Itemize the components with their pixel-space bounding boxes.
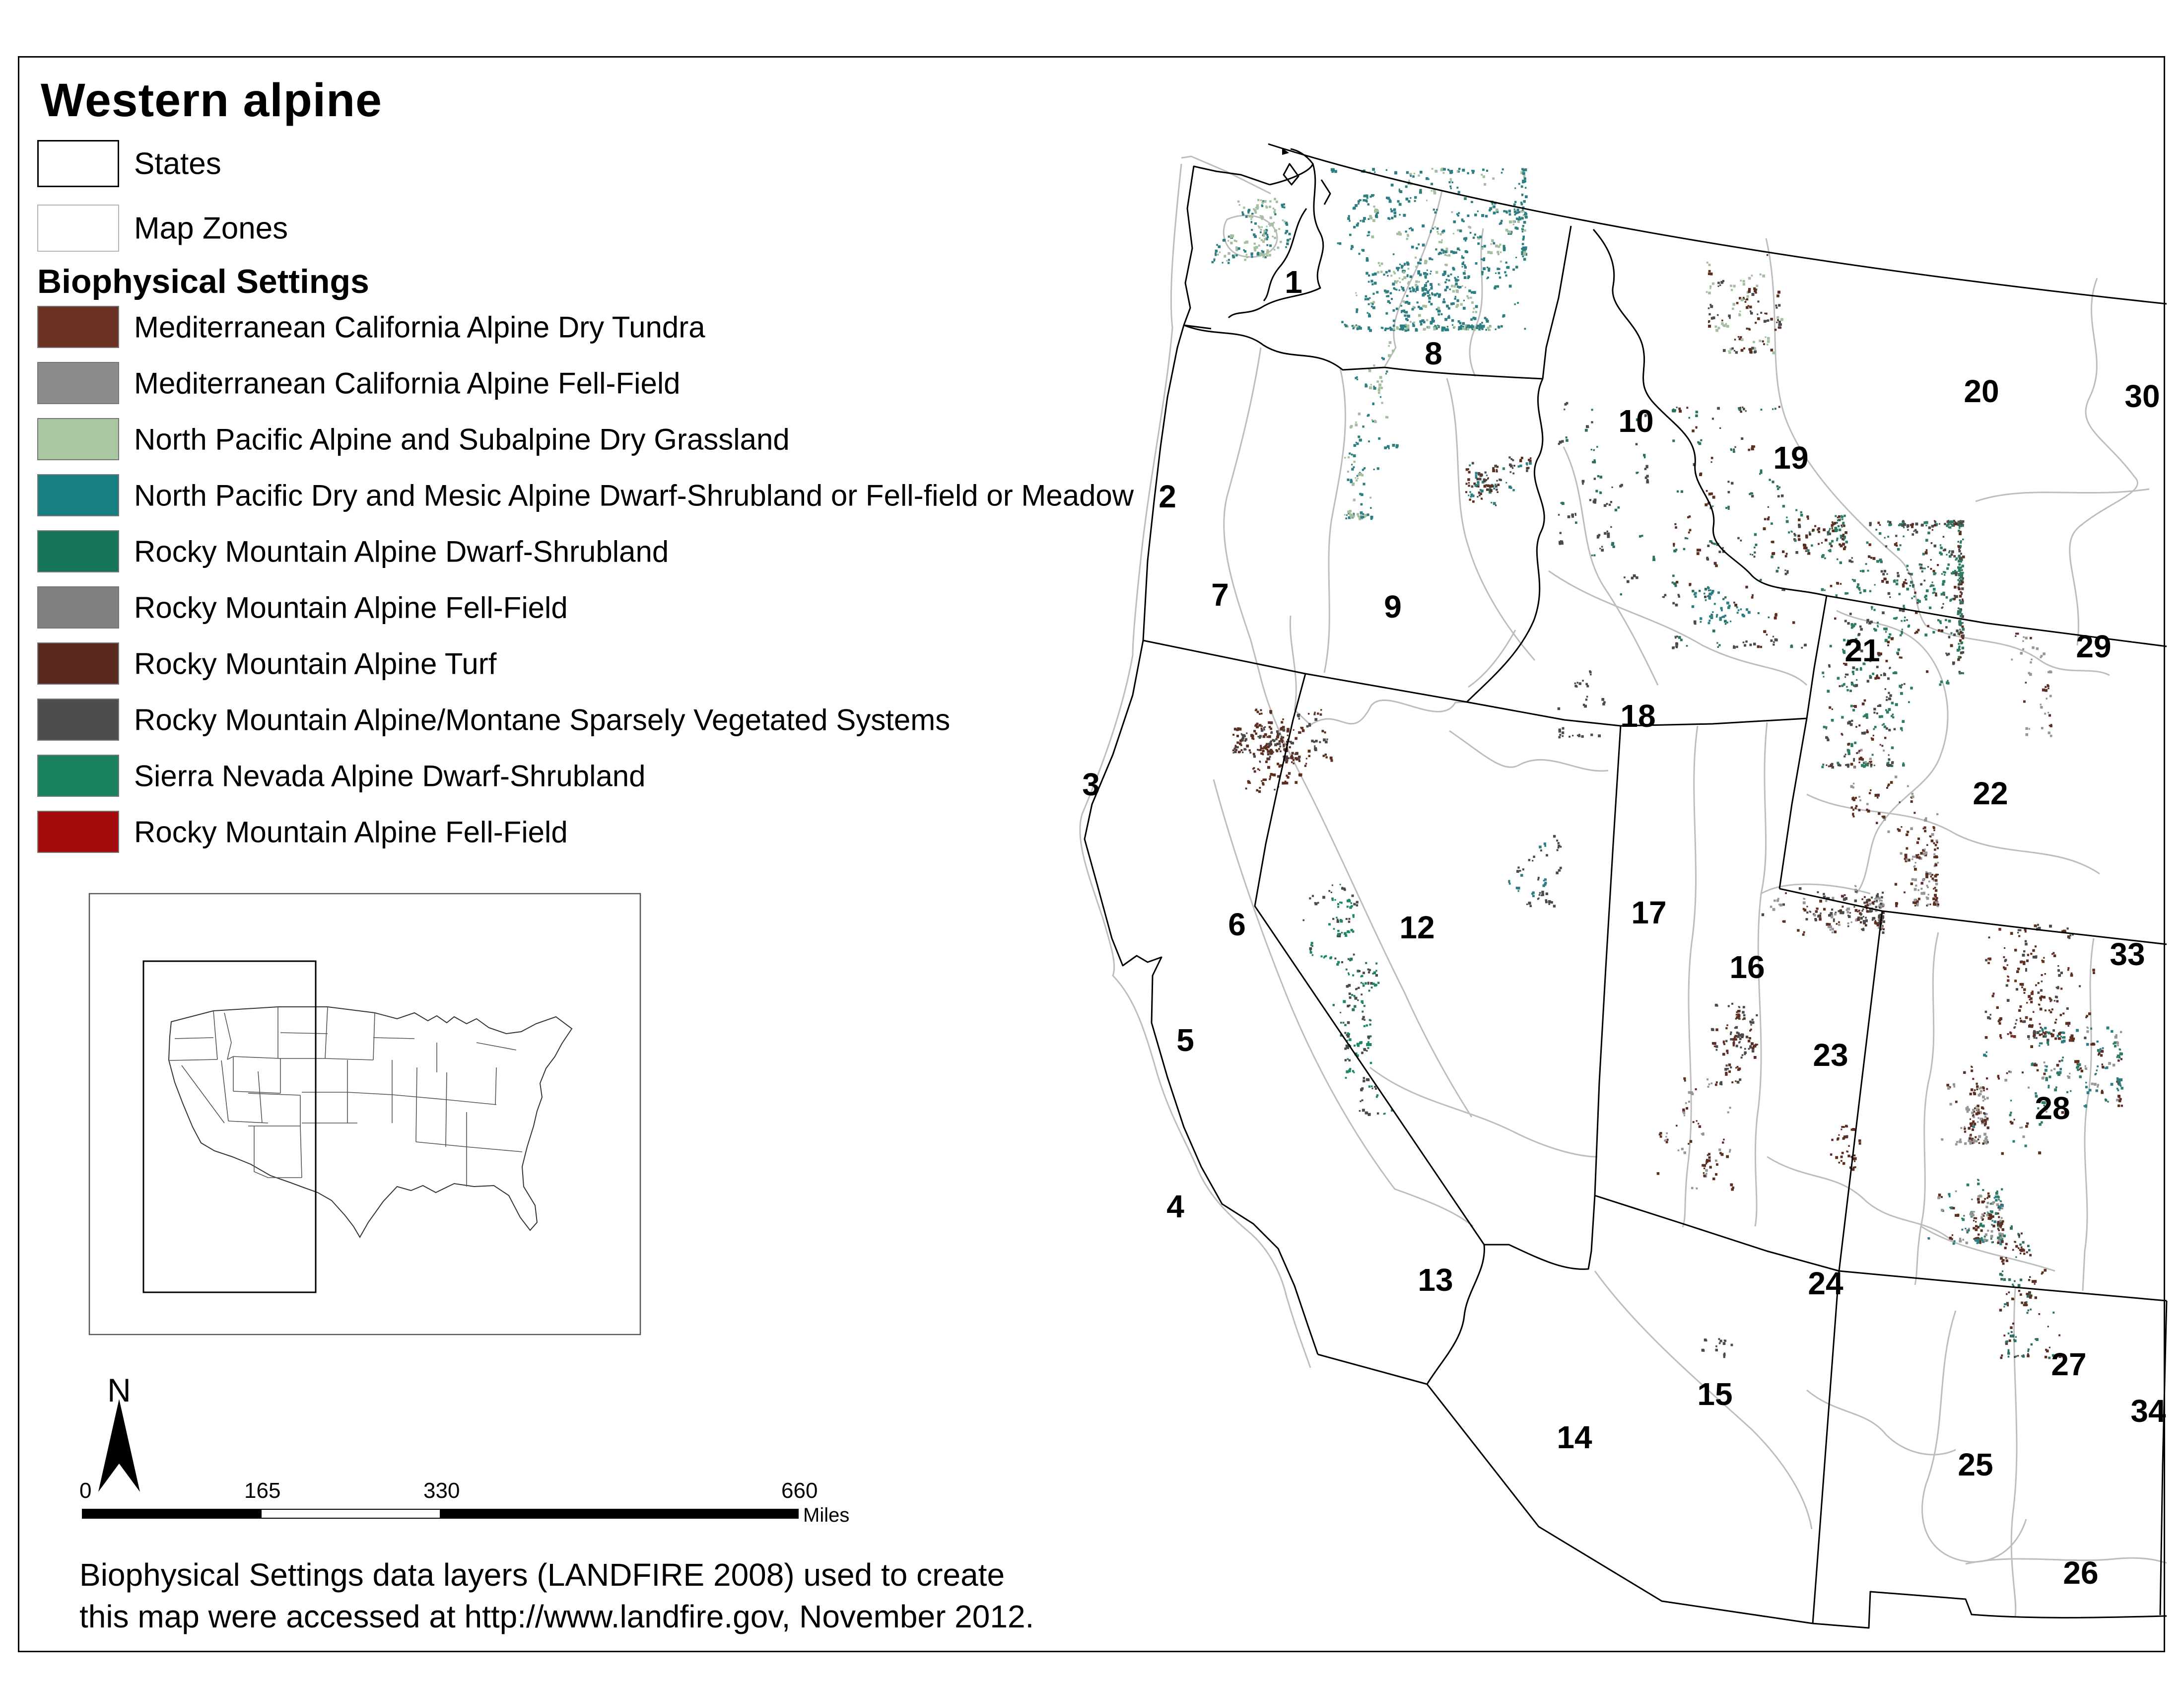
map-zone-label-17: 17 bbox=[1631, 895, 1667, 930]
map-zone-label-10: 10 bbox=[1618, 403, 1654, 439]
map-zone-label-7: 7 bbox=[1211, 577, 1229, 613]
map-zone-label-16: 16 bbox=[1729, 949, 1765, 985]
scalebar-unit: Miles bbox=[803, 1504, 850, 1526]
legend-color-swatch bbox=[37, 699, 119, 741]
data-source-citation bbox=[79, 1554, 1034, 1637]
map-zone-label-27: 27 bbox=[2051, 1346, 2087, 1382]
map-zone-label-19: 19 bbox=[1773, 440, 1809, 476]
states-label: States bbox=[134, 146, 221, 181]
map-zone-label-23: 23 bbox=[1813, 1037, 1848, 1073]
map-zone-label-30: 30 bbox=[2124, 378, 2160, 414]
legend-item-label: Rocky Mountain Alpine/Montane Sparsely Vegetated Systems bbox=[134, 703, 951, 736]
map-zone-label-6: 6 bbox=[1228, 907, 1246, 942]
legend-item-label: North Pacific Dry and Mesic Alpine Dwarf-Shrubland or Fell-field or Meadow bbox=[134, 479, 1134, 512]
legend-color-swatch bbox=[37, 530, 119, 572]
legend-color-swatch bbox=[37, 418, 119, 460]
map-zone-label-22: 22 bbox=[1973, 775, 2008, 811]
legend-heading: Biophysical Settings bbox=[37, 263, 369, 300]
map-zones-label: Map Zones bbox=[134, 211, 288, 245]
legend-color-swatch bbox=[37, 474, 119, 516]
legend-item-label: Rocky Mountain Alpine Dwarf-Shrubland bbox=[134, 535, 669, 568]
north-label: N bbox=[107, 1372, 131, 1408]
map-zone-label-25: 25 bbox=[1958, 1447, 1993, 1482]
legend-color-swatch bbox=[37, 362, 119, 404]
legend-color-swatch bbox=[37, 642, 119, 685]
legend-item-label: Sierra Nevada Alpine Dwarf-Shrubland bbox=[134, 759, 646, 792]
map-zone-label-15: 15 bbox=[1697, 1376, 1733, 1412]
map-zone-label-8: 8 bbox=[1425, 336, 1442, 371]
states-swatch bbox=[37, 140, 119, 187]
legend-color-swatch bbox=[37, 755, 119, 797]
scalebar-tick-0: 0 bbox=[79, 1478, 92, 1503]
legend-item-label: Rocky Mountain Alpine Turf bbox=[134, 647, 497, 680]
page-title: Western alpine bbox=[41, 74, 382, 127]
map-zones-swatch bbox=[37, 205, 119, 252]
legend-item-label: Mediterranean California Alpine Dry Tundra bbox=[134, 310, 705, 344]
map-zone-label-1: 1 bbox=[1285, 264, 1302, 300]
scalebar-tick-660: 660 bbox=[781, 1478, 818, 1503]
map-zone-label-29: 29 bbox=[2076, 629, 2112, 664]
map-zone-label-33: 33 bbox=[2110, 936, 2145, 972]
legend-item-label: North Pacific Alpine and Subalpine Dry Grassland bbox=[134, 422, 790, 456]
legend-color-swatch bbox=[37, 811, 119, 853]
map-zone-label-4: 4 bbox=[1166, 1189, 1184, 1224]
map-zone-label-34: 34 bbox=[2130, 1393, 2166, 1429]
legend-color-swatch bbox=[37, 306, 119, 348]
citation-line-1: Biophysical Settings data layers (LANDFIRE 2008) used to create bbox=[79, 1557, 1005, 1593]
map-zone-label-21: 21 bbox=[1844, 633, 1880, 668]
scalebar-tick-330: 330 bbox=[423, 1478, 460, 1503]
map-zone-label-20: 20 bbox=[1964, 373, 1999, 409]
map-zone-label-5: 5 bbox=[1176, 1022, 1194, 1058]
map-zone-label-13: 13 bbox=[1418, 1262, 1453, 1298]
map-zone-label-24: 24 bbox=[1808, 1266, 1843, 1301]
map-zone-label-28: 28 bbox=[2035, 1090, 2070, 1126]
map-zone-label-12: 12 bbox=[1399, 910, 1435, 945]
legend-item-label: Rocky Mountain Alpine Fell-Field bbox=[134, 591, 568, 624]
legend-item-label: Rocky Mountain Alpine Fell-Field bbox=[134, 815, 568, 848]
map-zone-label-26: 26 bbox=[2063, 1555, 2099, 1591]
citation-line-2: this map were accessed at http://www.landfire.gov, November 2012. bbox=[79, 1599, 1034, 1634]
legend-item-label: Mediterranean California Alpine Fell-Field bbox=[134, 366, 681, 400]
map-zone-label-9: 9 bbox=[1384, 589, 1402, 625]
map-zone-label-3: 3 bbox=[1082, 767, 1100, 802]
map-zone-label-18: 18 bbox=[1620, 698, 1656, 734]
scalebar-tick-165: 165 bbox=[244, 1478, 281, 1503]
map-zone-label-14: 14 bbox=[1557, 1419, 1592, 1455]
legend-color-swatch bbox=[37, 586, 119, 629]
map-zone-label-2: 2 bbox=[1159, 479, 1176, 514]
